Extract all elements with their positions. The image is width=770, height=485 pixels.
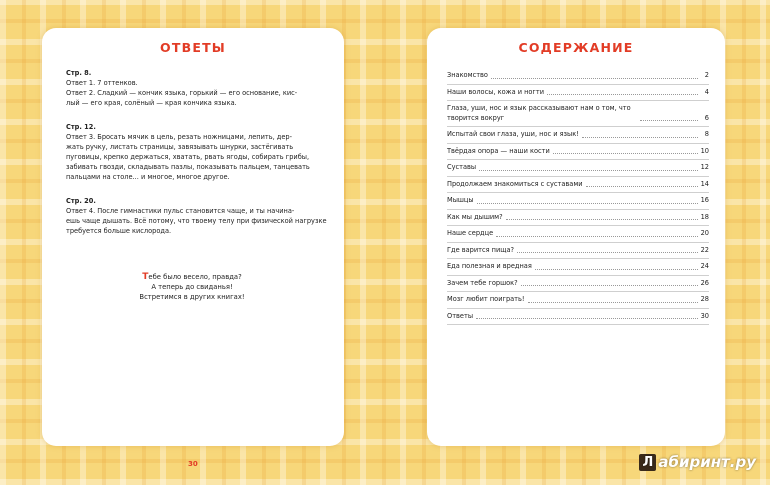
toc-title: Продолжаем знакомиться с суставами xyxy=(447,179,583,188)
answer-page-ref: Стр. 8. xyxy=(66,69,92,77)
toc-row[interactable] xyxy=(447,276,709,293)
toc-title: Как мы дышим? xyxy=(447,212,503,221)
toc-title: Наши волосы, кожа и ногти xyxy=(447,87,545,96)
toc-page-number: 22 xyxy=(700,245,709,254)
toc-title: Мышцы xyxy=(447,196,474,204)
toc-row[interactable] xyxy=(447,85,709,102)
farewell-line-1 xyxy=(102,272,282,282)
answer-line: Ответ 1. 7 оттенков. xyxy=(66,79,138,87)
answer-line: лый — его края, солёный — края кончика языка. xyxy=(66,99,237,107)
toc-title: Глаза, уши, нос и язык рассказывают нам о том, что творится вокруг xyxy=(447,104,631,122)
toc-leader xyxy=(491,78,698,79)
page-number: 30 xyxy=(188,460,198,468)
toc-leader xyxy=(521,285,698,286)
toc-page-number: 14 xyxy=(700,179,709,188)
toc-row[interactable] xyxy=(447,160,709,177)
toc-leader xyxy=(517,252,698,253)
toc-title: Суставы xyxy=(447,163,477,171)
toc-page-number: 4 xyxy=(704,87,709,96)
farewell-line-1-text: ебе было весело, правда? xyxy=(148,273,242,281)
toc-page-number: 16 xyxy=(700,196,709,204)
toc-leader xyxy=(553,153,698,154)
toc-leader xyxy=(582,137,698,138)
answer-line: Ответ 2. Сладкий — кончик языка, горький — его основание, кис- xyxy=(66,89,298,97)
answer-line: Ответ 3. Бросать мячик в цель, резать ножницами, лепить, дер- xyxy=(66,133,292,141)
toc-page-number: 18 xyxy=(700,212,709,221)
labirint-watermark xyxy=(639,453,756,471)
toc-row[interactable] xyxy=(447,259,709,276)
answer-line: Ответ 4. После гимнастики пульс становится чаще, и ты начина- xyxy=(66,207,295,215)
toc-title: Твёрдая опора — наши кости xyxy=(447,146,550,155)
toc-row[interactable] xyxy=(447,177,709,194)
toc-leader xyxy=(586,186,698,187)
left-page xyxy=(42,28,344,446)
labirint-logo-icon: Л xyxy=(639,454,656,471)
toc-page-number: 20 xyxy=(700,229,709,237)
toc-row[interactable] xyxy=(447,193,709,210)
toc-title: Испытай свои глаза, уши, нос и язык! xyxy=(447,130,579,138)
toc-page-number: 24 xyxy=(700,262,709,270)
toc-row[interactable] xyxy=(447,226,709,243)
answer-page-ref: Стр. 20. xyxy=(66,197,96,205)
farewell-line-2: А теперь до свиданья! xyxy=(151,283,233,291)
toc-title: Наше сердце xyxy=(447,229,494,237)
toc-row[interactable] xyxy=(447,210,709,227)
answer-page-ref: Стр. 12. xyxy=(66,123,96,131)
answers-title: ОТВЕТЫ xyxy=(160,40,226,55)
answer-line: ешь чаще дышать. Всё потому, что твоему телу при физической нагрузке требуется больше кислорода. xyxy=(66,217,327,235)
toc-page-number: 8 xyxy=(704,130,709,138)
toc-row[interactable] xyxy=(447,127,709,144)
toc-page-number: 2 xyxy=(704,71,709,79)
toc-leader xyxy=(535,269,698,270)
table-of-contents xyxy=(447,68,709,325)
toc-title: Где варится пища? xyxy=(447,245,515,254)
toc-leader xyxy=(528,302,698,303)
toc-page-number: 26 xyxy=(700,278,709,287)
toc-title: Еда полезная и вредная xyxy=(447,262,532,270)
toc-leader xyxy=(496,236,697,237)
contents-title: СОДЕРЖАНИЕ xyxy=(518,40,634,55)
farewell-message xyxy=(102,272,282,302)
answer-block xyxy=(66,122,328,182)
toc-page-number: 10 xyxy=(700,146,709,155)
toc-row[interactable] xyxy=(447,292,709,309)
farewell-line-3: Встретимся в других книгах! xyxy=(139,293,245,301)
toc-title: Ответы xyxy=(447,311,474,320)
answer-block xyxy=(66,196,328,236)
toc-leader xyxy=(640,120,698,121)
toc-row[interactable] xyxy=(447,243,709,260)
toc-leader xyxy=(476,318,698,319)
toc-leader xyxy=(477,203,698,204)
right-page xyxy=(427,28,725,446)
toc-row[interactable] xyxy=(447,101,709,127)
toc-row[interactable] xyxy=(447,68,709,85)
toc-leader xyxy=(479,170,698,171)
toc-page-number: 28 xyxy=(700,295,709,303)
toc-title: Мозг любит поиграть! xyxy=(447,295,525,303)
toc-page-number: 6 xyxy=(704,113,709,122)
toc-leader xyxy=(547,94,698,95)
watermark-text: абиринт.ру xyxy=(658,453,756,471)
toc-row[interactable] xyxy=(447,144,709,161)
drop-cap: Т xyxy=(142,272,149,282)
answer-block xyxy=(66,68,328,108)
toc-page-number: 30 xyxy=(700,311,709,320)
answer-line: жать ручку, листать страницы, завязывать шнурки, застёгивать пуговицы, крепко держаться, хватать, рвать ягоды, собирать грибы, забивать гвозди, складывать пазлы, показывать пальцем, танцевать пальцами на столе... и многое, многое другое. xyxy=(66,143,310,181)
toc-title: Знакомство xyxy=(447,71,488,79)
toc-title: Зачем тебе горшок? xyxy=(447,278,518,287)
answers-section xyxy=(66,68,328,250)
toc-leader xyxy=(506,219,698,220)
toc-row[interactable] xyxy=(447,309,709,326)
toc-page-number: 12 xyxy=(700,163,709,171)
